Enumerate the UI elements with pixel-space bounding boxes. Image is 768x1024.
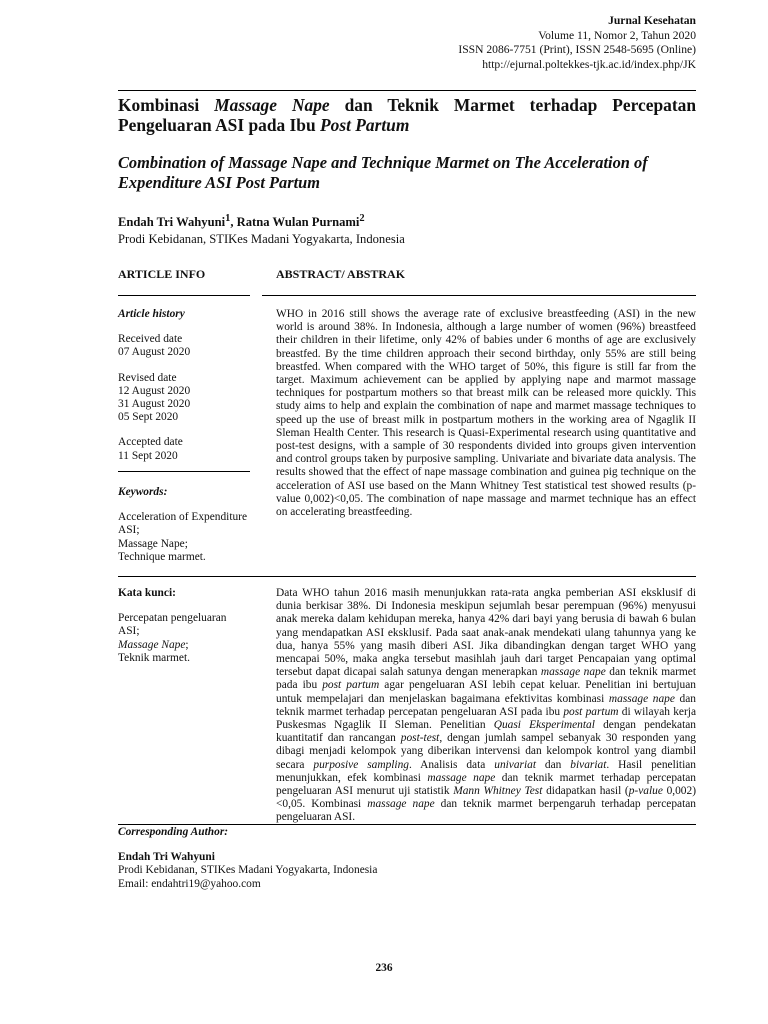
keywords [118, 486, 250, 564]
divider [118, 471, 250, 472]
kata-kunci [118, 587, 250, 665]
abstract-indonesian: Data WHO tahun 2016 masih menunjukkan rata-rata angka pemberian ASI eksklusif di dunia berkisar 38%. Di Indonesia meskipun sejumlah besar perempuan (96%) menyusui anak mereka dalam kehidupan mereka, hanya 42% dari bayi yang berusia di bawah 6 bulan yang mendapatkan ASI eksklusif. Pada saat anak-anak mendekati ulang tahunnya yang ke dua, hanya 55% yang masih diberi ASI. Jika dibandingkan dengan target WHO yang mencapai 50%, maka angka tersebut masihlah jauh dari target Pencapaian yang optimal tersebut dapat dicapai salah satunya dengan menerapkan massage nape dan teknik marmet pada ibu post partum agar pengeluaran ASI lebih cepat keluar. Penelitian ini bertujuan untuk mempelajari dan menjelaskan bagaimana efektivitas kombinasi massage nape dan teknik marmet terhadap percepatan pengeluaran ASI pada ibu post partum di wilayah kerja Puskesmas Ngaglik II Sleman. Penelitian Quasi Eksperimental dengan pendekatan kuantitatif dan rancangan post-test, dengan jumlah sampel sebanyak 30 responden yang dibagi menjadi kelompok yang diberikan intervensi dan kelompok kontrol yang diambil secara purposive sampling. Analisis data univariat dan bivariat. Hasil penelitian menunjukkan, efek kombinasi massage nape dan teknik marmet terhadap percepatan pengeluaran ASI menurut uji statistik Mann Whitney Test didapatkan hasil (p-value 0,002)<0,05. Kombinasi massage nape dan teknik marmet berpengaruh terhadap percepatan pengeluaran ASI. [276, 587, 697, 824]
corresponding-label: Corresponding Author: [118, 826, 229, 838]
author-affiliation: Prodi Kebidanan, STIKes Madani Yogyakarta, Indonesia [118, 232, 405, 247]
author-list: Endah Tri Wahyuni$^1$, Ratna Wulan Purnami$^2$ [118, 213, 365, 230]
keyword-item: Percepatan pengeluaran ASI; [118, 612, 227, 638]
journal-volume: Volume 11, Nomor 2, Tahun 2020 [538, 28, 696, 42]
divider [118, 576, 696, 577]
keyword-item: Technique marmet. [118, 550, 206, 563]
keyword-item: Massage Nape; [118, 638, 189, 651]
keywords-label: Keywords: [118, 486, 168, 498]
received-label: Received date [118, 333, 183, 346]
divider [118, 295, 250, 296]
page-number: 236 [375, 962, 393, 974]
article-info-heading: ARTICLE INFO [118, 267, 206, 281]
corresponding-affiliation: Prodi Kebidanan, STIKes Madani Yogyakarta, Indonesia [118, 864, 378, 877]
divider [262, 295, 696, 296]
journal-name: Jurnal Kesehatan [608, 14, 696, 27]
revised-date: 05 Sept 2020 [118, 411, 179, 424]
kata-kunci-label: Kata kunci: [118, 587, 176, 599]
journal-header [458, 14, 696, 72]
keyword-item: Massage Nape; [118, 537, 188, 550]
abstract-english: WHO in 2016 still shows the average rate of exclusive breastfeeding (ASI) in the new world is around 38%. In Indonesia, although a large number of women (96%) breastfeed their children in their lifetime, only 42% of babies under 6 months of age are exclusively breastfed. By the time children approach their second birthday, only 55% are still being breastfed. When compared with the WHO target of 50%, this figure is still far from the target. Maximum achievement can be applied by applying nape and marmot massage techniques for postpartum mothers so that breast milk can be released more quickly. This study aims to help and explain the combination of nape and marmet massage techniques to speed up the use of breast milk in postpartum mothers in the working area of Ngaglik II Sleman Health Center. This research is Quasi-Experimental research using quantitative and post-test designs, with a sample of 30 respondents divided into groups given intervention and control groups taken by purposive sampling. Univariate and bivariate data analysis. The results showed that the effect of nape massage combination and guinea pig technique on the acceleration of ASI use based on the Mann Whitney Test statistical test showed results (p-value 0,002)<0,05. The combination of nape massage and marmet technique has an effect on accelerating breastfeeding. [276, 308, 696, 519]
received-date: 07 August 2020 [118, 346, 191, 359]
title-indonesian: Kombinasi Massage Nape dan Teknik Marmet terhadap Percepatan Pengeluaran ASI pada Ibu Post Partum [118, 90, 696, 135]
journal-issn: ISSN 2086-7751 (Print), ISSN 2548-5695 (Online) [458, 43, 696, 56]
corresponding-author [118, 826, 377, 891]
title-english: Combination of Massage Nape and Technique Marmet on The Acceleration of Expenditure ASI Post Partum [118, 153, 648, 192]
keyword-item: Acceleration of Expenditure ASI; [118, 511, 248, 537]
keyword-item: Teknik marmet. [118, 651, 190, 664]
revised-label: Revised date [118, 371, 177, 384]
revised-date: 12 August 2020 [118, 384, 191, 397]
corresponding-email[interactable]: Email: endahtri19@yahoo.com [118, 877, 261, 890]
abstract-heading: ABSTRACT/ ABSTRAK [276, 267, 406, 281]
accepted-label: Accepted date [118, 436, 183, 449]
article-history-label: Article history [118, 308, 185, 320]
divider [118, 824, 696, 825]
article-history [118, 308, 250, 463]
journal-url[interactable]: http://ejurnal.poltekkes-tjk.ac.id/index.php/JK [482, 57, 696, 71]
corresponding-name: Endah Tri Wahyuni [118, 851, 215, 864]
accepted-date: 11 Sept 2020 [118, 449, 178, 462]
revised-date: 31 August 2020 [118, 398, 191, 411]
title-block [118, 90, 696, 247]
